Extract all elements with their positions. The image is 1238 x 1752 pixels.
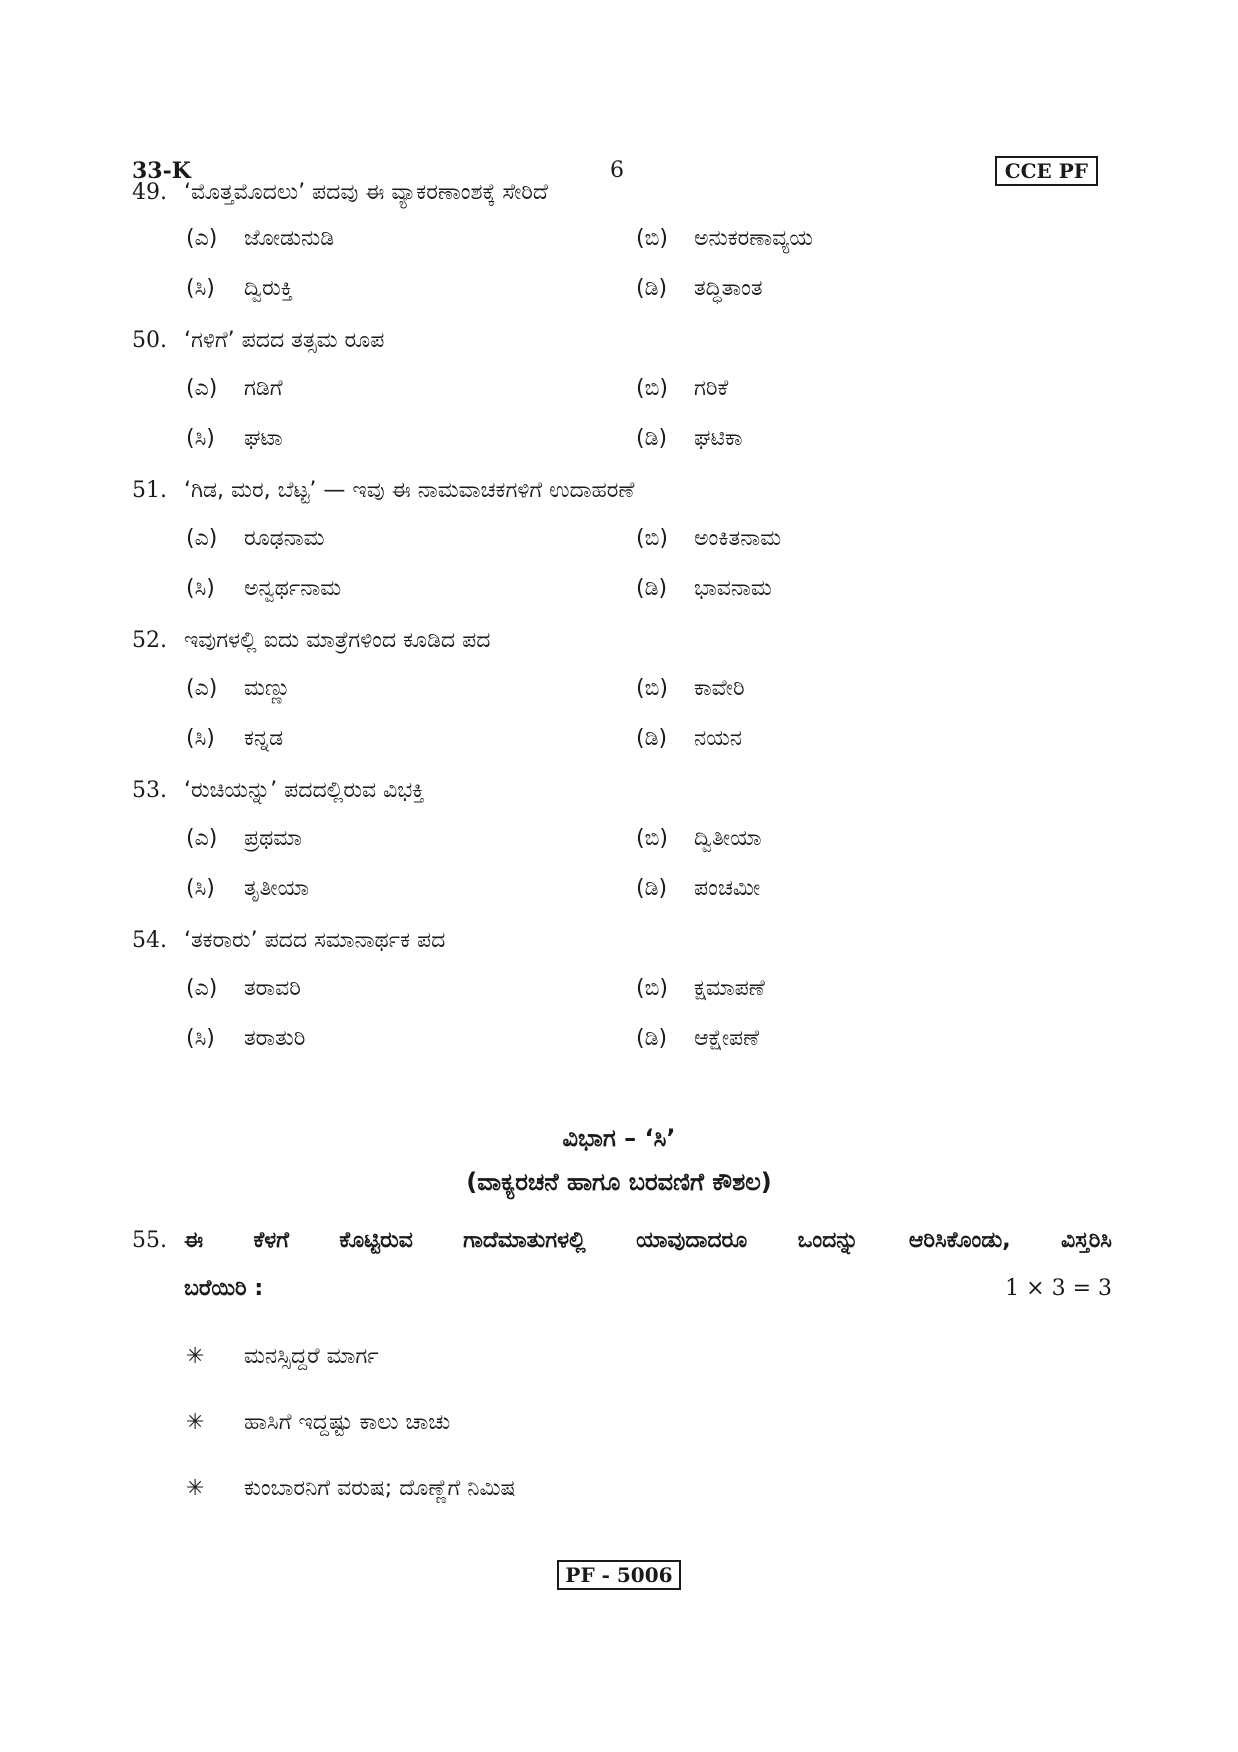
option-label: (ಸಿ) <box>186 426 215 451</box>
paper-code: 33-K <box>132 158 191 184</box>
asterisk-icon: ✳ <box>186 1410 205 1435</box>
option-b <box>636 524 781 554</box>
proverb-text: ಹಾಸಿಗೆ ಇದ್ದಷ್ಟು ಕಾಲು ಚಾಚು <box>244 1410 451 1435</box>
option-text: ಅನ್ವರ್ಥನಾಮ <box>244 576 342 601</box>
option-label: (ಎ) <box>186 826 218 851</box>
option-label: (ಬಿ) <box>636 526 668 551</box>
option-label: (ಡಿ) <box>636 426 668 451</box>
option-c <box>186 724 283 754</box>
option-label: (ಬಿ) <box>636 226 668 251</box>
question-number: 54. <box>132 928 167 953</box>
option-a <box>186 524 325 554</box>
option-text: ಕಾವೇರಿ <box>694 676 745 701</box>
option-text: ತದ್ಧಿತಾಂತ <box>694 276 763 301</box>
question-number: 49. <box>132 180 167 205</box>
option-b <box>636 224 813 254</box>
option-text: ಜೋಡುನುಡಿ <box>244 226 335 251</box>
proverb-text: ಕುಂಬಾರನಿಗೆ ವರುಷ; ದೊಣ್ಣೆಗೆ ನಿಮಿಷ <box>244 1476 516 1501</box>
option-text: ತರಾವರಿ <box>244 976 301 1001</box>
question-50 <box>132 326 384 356</box>
question-text: ಇವುಗಳಲ್ಲಿ ಐದು ಮಾತ್ರೆಗಳಿಂದ ಕೂಡಿದ ಪದ <box>184 628 491 653</box>
option-label: (ಬಿ) <box>636 976 668 1001</box>
question-text-line1: ಈ ಕೆಳಗೆ ಕೊಟ್ಟಿರುವ ಗಾದೆಮಾತುಗಳಲ್ಲಿ ಯಾವುದಾದರೂ ಒಂದನ್ನು ಆರಿಸಿಕೊಂಡು, ವಿಸ್ತರಿಸಿ <box>184 1228 1112 1253</box>
question-text: ‘ಗಿಡ, ಮರ, ಬೆಟ್ಟ’ — ಇವು ಈ ನಾಮವಾಚಕಗಳಿಗೆ ಉದಾಹರಣೆ <box>184 478 635 503</box>
option-text: ಅಂಕಿತನಾಮ <box>694 526 782 551</box>
option-label: (ಸಿ) <box>186 876 215 901</box>
option-c <box>186 424 283 454</box>
question-52 <box>132 626 490 656</box>
option-d <box>636 424 743 454</box>
option-label: (ಬಿ) <box>636 826 668 851</box>
option-a <box>186 224 334 254</box>
option-d <box>636 574 772 604</box>
option-a <box>186 674 291 704</box>
option-b <box>636 824 761 854</box>
option-label: (ಎ) <box>186 976 218 1001</box>
page-number: 6 <box>610 158 624 183</box>
option-text: ಅನುಕರಣಾವ್ಯಯ <box>694 226 813 251</box>
question-number: 50. <box>132 328 167 353</box>
option-c <box>186 1024 305 1054</box>
option-text: ಕ್ಷಮಾಪಣೆ <box>694 976 765 1001</box>
option-label: (ಡಿ) <box>636 576 668 601</box>
option-text: ನಯನ <box>694 726 743 751</box>
option-text: ತರಾತುರಿ <box>244 1026 306 1051</box>
proverb-text: ಮನಸ್ಸಿದ್ದರೆ ಮಾರ್ಗ <box>244 1344 379 1369</box>
option-label: (ಬಿ) <box>636 376 668 401</box>
option-text: ರೂಢನಾಮ <box>244 526 325 551</box>
option-text: ದ್ವಿರುಕ್ತಿ <box>244 276 293 301</box>
option-text: ತೃತೀಯಾ <box>244 876 309 901</box>
option-text: ಆಕ್ಷೇಪಣೆ <box>694 1026 760 1051</box>
question-number: 53. <box>132 778 167 803</box>
question-number: 55. <box>132 1228 167 1253</box>
option-text: ಗರಿಕೆ <box>694 376 729 401</box>
option-label: (ಡಿ) <box>636 1026 668 1051</box>
option-label: (ಎ) <box>186 676 218 701</box>
question-54 <box>132 926 445 956</box>
section-subtitle: (ವಾಕ್ಯರಚನೆ ಹಾಗೂ ಬರವಣಿಗೆ ಕೌಶಲ) <box>466 1168 772 1196</box>
option-b <box>636 674 745 704</box>
question-text: ‘ಮೊತ್ತಮೊದಲು’ ಪದವು ಈ ವ್ಯಾಕರಣಾಂಶಕ್ಕೆ ಸೇರಿದೆ <box>184 180 549 205</box>
asterisk-icon: ✳ <box>186 1344 205 1369</box>
option-label: (ಎ) <box>186 376 218 401</box>
option-text: ಘಟಾ <box>244 426 283 451</box>
option-c <box>186 274 293 304</box>
option-text: ಭಾವನಾಮ <box>694 576 772 601</box>
proverb-item <box>186 1474 515 1504</box>
option-a <box>186 824 302 854</box>
option-a <box>186 374 283 404</box>
option-text: ಪಂಚಮೀ <box>694 876 761 901</box>
option-c <box>186 574 341 604</box>
question-text: ‘ತಕರಾರು’ ಪದದ ಸಮಾನಾರ್ಥಕ ಪದ <box>184 928 446 953</box>
option-label: (ಬಿ) <box>636 676 668 701</box>
option-text: ಪ್ರಥಮಾ <box>244 826 302 851</box>
question-number: 51. <box>132 478 167 503</box>
question-text-line2: ಬರೆಯಿರಿ : <box>184 1276 264 1301</box>
marks-allocation: 1 × 3 = 3 <box>1005 1276 1112 1301</box>
option-label: (ಸಿ) <box>186 1026 215 1051</box>
question-51 <box>132 476 634 506</box>
question-number: 52. <box>132 628 167 653</box>
option-label: (ಡಿ) <box>636 276 668 301</box>
question-53 <box>132 776 424 806</box>
option-text: ಗಡಿಗೆ <box>244 376 283 401</box>
option-d <box>636 874 760 904</box>
asterisk-icon: ✳ <box>186 1476 205 1501</box>
option-label: (ಸಿ) <box>186 726 215 751</box>
footer-code: PF - 5006 <box>557 1560 680 1590</box>
question-text: ‘ರುಚಿಯನ್ನು’ ಪದದಲ್ಲಿರುವ ವಿಭಕ್ತಿ <box>184 778 425 803</box>
question-49 <box>132 178 548 208</box>
option-text: ಘಟಿಕಾ <box>694 426 743 451</box>
option-d <box>636 274 763 304</box>
option-label: (ಡಿ) <box>636 876 668 901</box>
option-text: ದ್ವಿತೀಯಾ <box>694 826 762 851</box>
option-d <box>636 1024 759 1054</box>
option-text: ಕನ್ನಡ <box>244 726 284 751</box>
option-label: (ಎ) <box>186 226 218 251</box>
option-label: (ಸಿ) <box>186 276 215 301</box>
option-a <box>186 974 301 1004</box>
option-label: (ಎ) <box>186 526 218 551</box>
option-text: ಮಣ್ಣು <box>244 676 291 701</box>
option-b <box>636 374 728 404</box>
option-c <box>186 874 309 904</box>
option-label: (ಡಿ) <box>636 726 668 751</box>
option-label: (ಸಿ) <box>186 576 215 601</box>
section-title: ವಿಭಾಗ – ‘ಸಿ’ <box>562 1124 676 1152</box>
option-b <box>636 974 765 1004</box>
proverb-item <box>186 1408 450 1438</box>
cce-box-label: CCE PF <box>995 156 1098 186</box>
proverb-item <box>186 1342 379 1372</box>
page-footer <box>0 1560 1238 1590</box>
question-text: ‘ಗಳಿಗೆ’ ಪದದ ತತ್ಸಮ ರೂಪ <box>184 328 385 353</box>
option-d <box>636 724 742 754</box>
